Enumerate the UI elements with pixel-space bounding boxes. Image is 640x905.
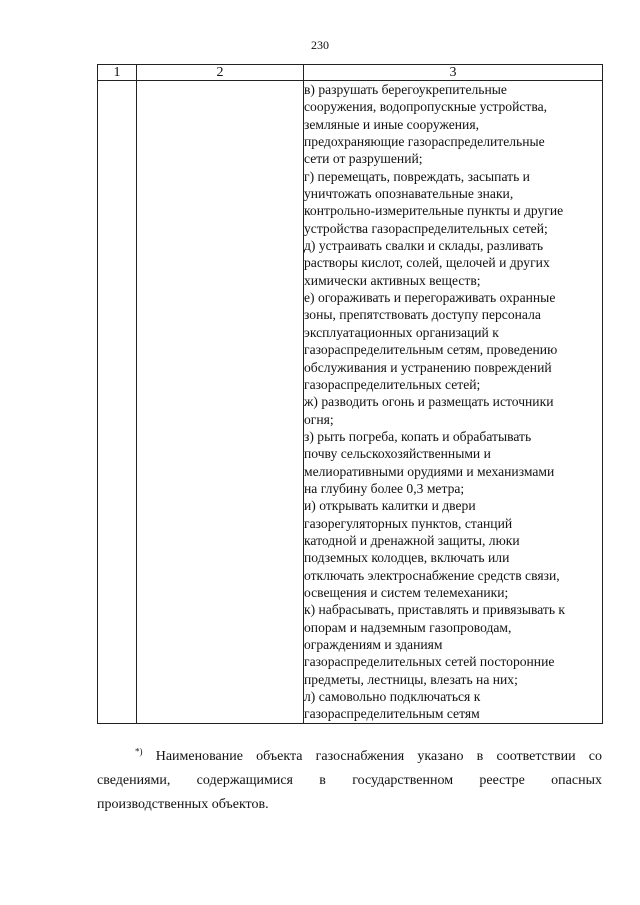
- cell-col-3: [304, 81, 603, 724]
- text-line: обслуживания и устранению повреждений: [304, 359, 552, 375]
- text-line: отключать электроснабжение средств связи,: [304, 567, 560, 583]
- text-line: огня;: [304, 411, 334, 427]
- cell-col-1: [98, 81, 137, 724]
- text-line: предохраняющие газораспределительные: [304, 134, 545, 150]
- text-line: зоны, препятствовать доступу персонала: [304, 307, 541, 323]
- text-line: устройства газораспределительных сетей;: [304, 220, 548, 236]
- text-line: контрольно-измерительные пункты и другие: [304, 203, 564, 219]
- text-line: сооружения, водопропускные устройства,: [304, 99, 548, 115]
- text-line: д) устраивать свалки и склады, разливать: [304, 238, 544, 254]
- text-line: газораспределительным сетям, проведению: [304, 342, 558, 358]
- text-line: уничтожать опознавательные знаки,: [304, 186, 514, 202]
- text-line: газораспределительных сетей посторонние: [304, 654, 555, 670]
- header-col-1: 1: [98, 65, 137, 81]
- footnote: [97, 745, 602, 817]
- text-line: з) рыть погреба, копать и обрабатывать: [304, 428, 532, 444]
- footnote-marker: *): [135, 746, 143, 757]
- page-number: 230: [311, 38, 329, 52]
- text-line: земляные и иные сооружения,: [304, 116, 479, 132]
- table-header-row: [98, 65, 603, 81]
- text-line: сети от разрушений;: [304, 151, 423, 167]
- requirements-table: [97, 64, 603, 724]
- text-line: газораспределительных сетей;: [304, 376, 481, 392]
- text-line: на глубину более 0,3 метра;: [304, 480, 465, 496]
- restrictions-list: [304, 81, 602, 723]
- text-line: катодной и дренажной защиты, люки: [304, 532, 520, 548]
- table-row: [98, 81, 603, 724]
- text-line: газорегуляторных пунктов, станций: [304, 515, 513, 531]
- text-line: растворы кислот, солей, щелочей и других: [304, 255, 550, 271]
- text-line: мелиоративными орудиями и механизмами: [304, 463, 555, 479]
- text-line: в) разрушать берегоукрепительные: [304, 82, 507, 97]
- text-line: химически активных веществ;: [304, 272, 481, 288]
- text-line: эксплуатационных организаций к: [304, 324, 499, 340]
- footnote-line-3: производственных объектов.: [97, 797, 269, 812]
- text-line: ограждениям и зданиям: [304, 637, 443, 652]
- text-line: г) перемещать, повреждать, засыпать и: [304, 168, 530, 184]
- text-line: предметы, лестницы, влезать на них;: [304, 671, 518, 687]
- text-line: опорам и надземным газопроводам,: [304, 619, 512, 635]
- text-line: освещения и систем телемеханики;: [304, 584, 509, 600]
- header-col-2: 2: [137, 65, 304, 81]
- footnote-text-1: Наименование объекта газоснабжения указано в соответствии со: [155, 749, 602, 764]
- text-line: подземных колодцев, включать или: [304, 550, 510, 566]
- footnote-line-2: сведениями, содержащимися в государственном реестре опасных: [97, 773, 602, 788]
- text-line: ж) разводить огонь и размещать источники: [304, 394, 554, 410]
- text-line: е) огораживать и перегораживать охранные: [304, 290, 556, 306]
- text-line: к) набрасывать, приставлять и привязывать к: [304, 602, 566, 618]
- header-col-3: 3: [304, 65, 603, 81]
- cell-col-2: [137, 81, 304, 724]
- footnote-line-1: [97, 745, 602, 769]
- text-line: почву сельскохозяйственными и: [304, 446, 491, 462]
- text-line: газораспределительным сетям: [304, 706, 480, 722]
- text-line: и) открывать калитки и двери: [304, 498, 476, 514]
- text-line: л) самовольно подключаться к: [304, 689, 481, 705]
